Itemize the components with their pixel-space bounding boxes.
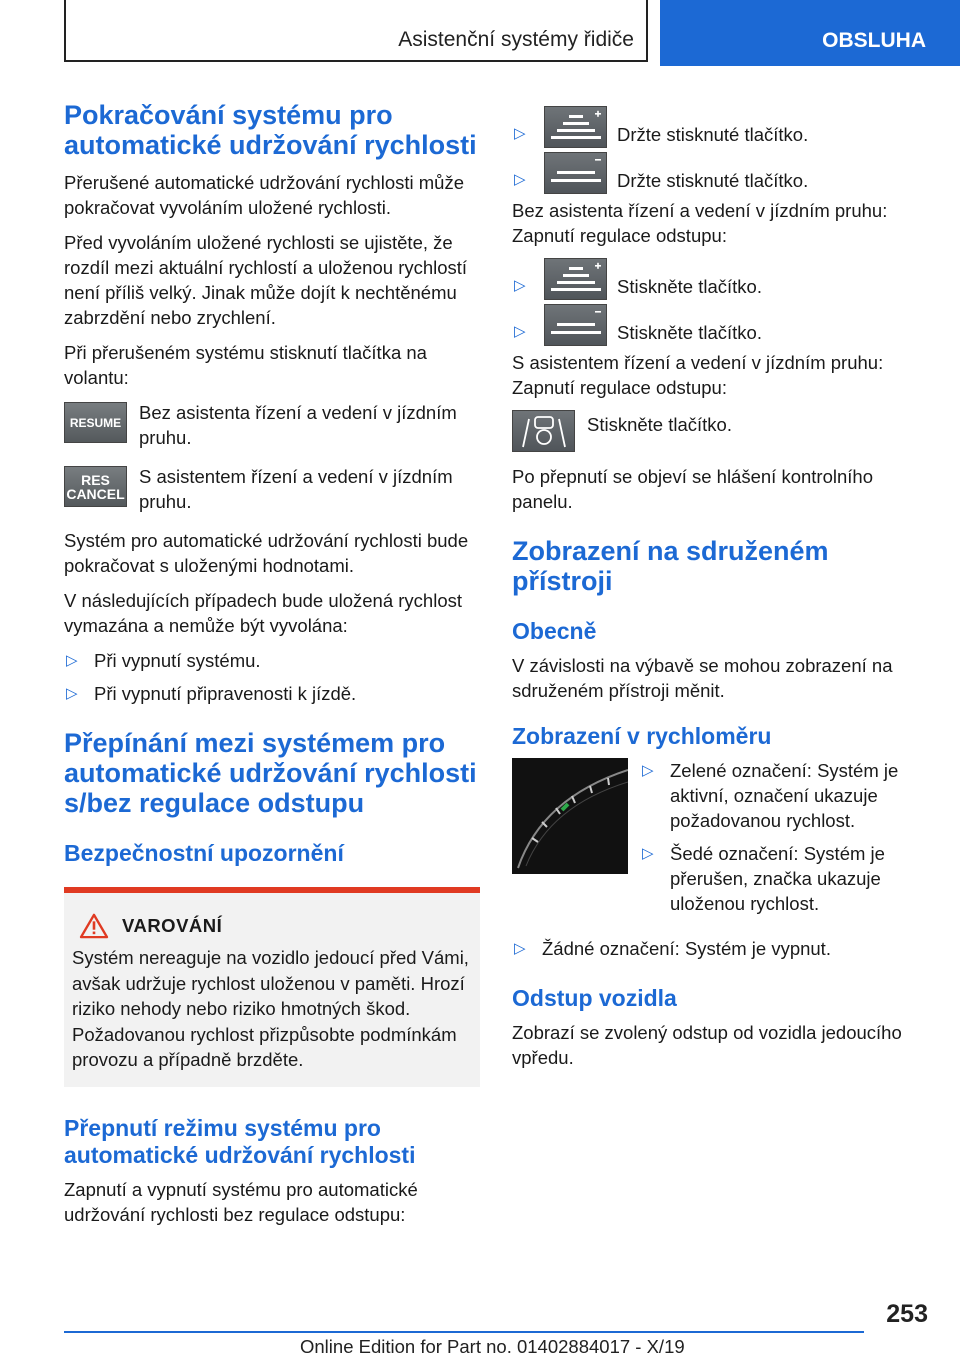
heading-mode: Přepnutí režimu systému pro automatické udržování rychlosti [64,1114,416,1168]
paragraph: Před vyvoláním uložené rychlosti se ujistěte, že rozdíl mezi aktuální rychlostí a uloženou rychlostí není příliš velký. Jinak může dojít k nechtěnému zabrzdění nebo zrychlení. [64,232,468,328]
press-button-text: Stiskněte tlačítko. [617,322,762,343]
footer-edition: Online Edition for Part no. 01402884017 - X/19 [300,1336,685,1357]
speedo-list-wrap [640,758,928,926]
right-column [512,100,928,1080]
paragraph: Zobrazí se zvolený odstup od vozidla jedoucího vpředu. [512,1022,902,1068]
left-column [64,100,480,1237]
paragraph: Přerušené automatické udržování rychlosti může pokračovat vyvoláním uložené rychlosti. [64,172,464,218]
resume-button-row [64,400,480,450]
bullet-icon: ▷ [514,277,526,294]
press-distance-minus-row [512,304,928,346]
warning-label: VAROVÁNÍ [122,915,223,936]
heading-distance: Odstup vozidla [512,985,677,1011]
warning-box [64,887,480,1087]
speedo-row [512,758,928,926]
paragraph: Bez asistenta řízení a vedení v jízdním pruhu: Zapnutí regulace odstupu: [512,200,888,246]
warning-header [72,913,472,939]
paragraph: Systém pro automatické udržování rychlosti bude pokračovat s uloženými hodnotami. [64,530,469,576]
paragraph: Po přepnutí se objeví se hlášení kontrolního panelu. [512,466,873,512]
header-chapter-label: OBSLUHA [822,29,926,52]
heading-switch: Přepínání mezi systémem pro automatické udržování rychlosti s/bez regulace odstupu [64,728,477,818]
hold-distance-plus-row [512,106,928,148]
distance-plus-symbol-icon [545,107,606,147]
press-assistant-row [512,410,928,452]
rescancel-button-text: S asistentem řízení a vedení v jízdním pruhu. [139,466,453,512]
hold-button-text: Držte stisknuté tlačítko. [617,170,809,191]
list-item: ▷ Žádné označení: Systém je vypnut. [512,936,928,961]
res-label: RES [81,471,110,488]
car-steering-icon [513,411,574,451]
bullet-icon: ▷ [514,323,526,340]
resume-button-text: Bez asistenta řízení a vedení v jízdním pruhu. [139,402,457,448]
heading-speedo: Zobrazení v rychloměru [512,723,772,749]
heading-continue: Pokračování systému pro automatické udržování rychlosti [64,100,477,160]
header-section-title: Asistenční systémy řidiče [398,28,634,51]
list-item: ▷ Zelené označení: Systém je aktivní, označení ukazuje požadovanou rychlost. [640,758,928,833]
distance-minus-symbol-icon [545,153,606,193]
paragraph: Při přerušeném systému stisknutí tlačítka na volantu: [64,342,427,388]
page-header [0,0,960,66]
heading-general: Obecně [512,618,597,644]
list-item: ▷ Šedé označení: Systém je přerušen, značka ukazuje uloženou rychlost. [640,841,928,916]
press-distance-plus-row [512,258,928,300]
distance-minus-symbol-icon [545,305,606,345]
speedo-extra-list [512,936,928,961]
paragraph: V následujících případech bude uložená rychlost vymazána a nemůže být vyvolána: [64,590,463,636]
bullet-icon: ▷ [514,125,526,142]
paragraph: S asistentem řízení a vedení v jízdním pruhu: Zapnutí regulace odstupu: [512,352,884,398]
delete-cases-list [64,648,480,706]
list-item: ▷ Při vypnutí připravenosti k jízdě. [64,681,480,706]
res-cancel-button-icon [64,466,127,507]
press-button-text: Stiskněte tlačítko. [587,414,732,435]
list-item: ▷ Při vypnutí systému. [64,648,480,673]
header-chapter-tab [660,0,960,66]
heading-safety: Bezpečnostní upozornění [64,840,344,866]
distance-plus-button-icon [544,258,607,300]
heading-display: Zobrazení na sdruženém přístroji [512,536,829,596]
hold-button-text: Držte stisknuté tlačítko. [617,124,809,145]
paragraph: V závislosti na výbavě se mohou zobrazení na sdruženém přístroji měnit. [512,655,893,701]
header-section-box [64,0,648,62]
press-button-text: Stiskněte tlačítko. [617,276,762,297]
page-number: 253 [886,1300,928,1328]
resume-button-icon: RESUME [64,402,127,443]
distance-plus-symbol-icon [545,259,606,299]
distance-minus-button-icon [544,152,607,194]
speedometer-image [512,758,628,874]
driving-assistant-button-icon [512,410,575,452]
warning-triangle-icon [78,913,110,939]
distance-plus-button-icon [544,106,607,148]
hold-distance-minus-row [512,152,928,194]
cancel-label: CANCEL [66,485,125,502]
speedo-indicator-list [640,758,928,916]
rescancel-button-row [64,464,480,514]
warning-text: Systém nereaguje na vozidlo jedoucí před Vámi, avšak udržuje rychlost uloženou v paměti. Hrozí riziko nehody nebo riziko hmotných škod. Požadovanou rychlost přizpůsobte podmínkám provozu a případně brzděte. [72,947,469,1070]
paragraph: Zapnutí a vypnutí systému pro automatické udržování rychlosti bez regulace odstupu: [64,1178,418,1225]
bullet-icon: ▷ [514,171,526,188]
speedometer-arc-icon [512,758,628,874]
distance-minus-button-icon [544,304,607,346]
footer-rule [64,1331,864,1333]
